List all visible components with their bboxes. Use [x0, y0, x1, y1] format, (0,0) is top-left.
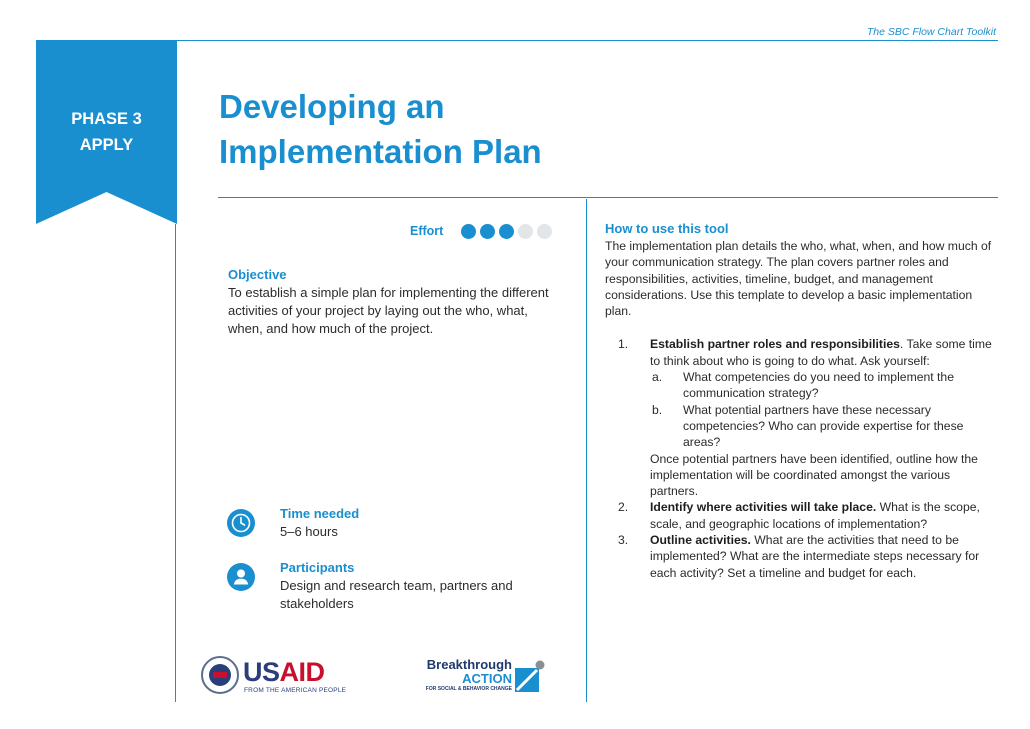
objective-heading: Objective: [228, 267, 287, 282]
step-item: [605, 532, 997, 581]
how-to-section: [605, 220, 997, 581]
breakthrough-action-logo: [422, 658, 512, 693]
time-needed-heading: Time needed: [280, 506, 360, 521]
usaid-seal-icon: [201, 656, 239, 694]
sub-text: What potential partners have these necessary competencies? Who can provide expertise for these areas?: [683, 402, 964, 450]
step-number: 1.: [618, 337, 629, 352]
banner-label: [36, 106, 177, 158]
step-bold: Establish partner roles and responsibilities: [650, 337, 900, 352]
ba-line1: Breakthrough: [426, 657, 512, 672]
objective-section: [228, 266, 558, 338]
phase-banner: [36, 40, 177, 224]
step-number: 2.: [618, 500, 629, 515]
step-bold: Identify where activities will take place.: [650, 500, 877, 515]
effort-dot: [518, 224, 533, 239]
clock-icon: [227, 509, 255, 537]
usaid-logo-aid: AID: [279, 657, 325, 687]
effort-label: Effort: [410, 224, 444, 238]
sub-letter: a.: [652, 370, 663, 385]
step-number: 3.: [618, 533, 629, 548]
participants-section: [227, 559, 540, 613]
time-needed-section: [227, 505, 540, 541]
effort-dot: [480, 224, 495, 239]
page-title: Developing an Implementation Plan: [219, 88, 542, 170]
left-divider: [175, 224, 176, 702]
column-divider: [586, 199, 587, 702]
usaid-logo-us: US: [243, 657, 280, 687]
step-item: [605, 499, 997, 532]
how-to-intro: The implementation plan details the who, what, when, and how much of your communication strategy. The plan covers partner roles and responsibilities, activities, timeline, budget, and management considerations. Use this template to develop a basic implementation plan.: [605, 239, 992, 319]
sub-item: [650, 402, 997, 451]
sub-text: What competencies do you need to implement the communication strategy?: [683, 370, 954, 401]
participants-heading: Participants: [280, 560, 355, 575]
ba-line2: ACTION: [462, 671, 512, 686]
step-followup: Once potential partners have been identified, outline how the implementation will be coordinated amongst the various partners.: [650, 451, 978, 499]
toolkit-name: The SBC Flow Chart Toolkit: [866, 26, 996, 38]
step-text: . Take some time to think about who is going to do what. Ask yourself:: [650, 337, 992, 368]
person-icon: [227, 563, 255, 591]
time-needed-value: 5–6 hours: [280, 524, 338, 539]
effort-dot: [461, 224, 476, 239]
effort-dot: [537, 224, 552, 239]
usaid-tagline: FROM THE AMERICAN PEOPLE: [244, 687, 347, 694]
ba-line3: FOR SOCIAL & BEHAVIOR CHANGE: [425, 686, 512, 692]
breakthrough-mark-icon: [515, 660, 545, 692]
steps-list: [605, 336, 997, 580]
usaid-logo: [243, 657, 325, 687]
participants-value: Design and research team, partners and stakeholders: [280, 578, 513, 611]
sub-letter: b.: [652, 402, 663, 417]
partner-logos: [201, 656, 561, 698]
banner-phase: PHASE 3: [71, 110, 142, 128]
step-text: What are the activities that need to be implemented? What are the intermediate steps necessary for each activity? Set a timeline and budget for each.: [650, 533, 980, 580]
banner-stage: APPLY: [79, 136, 134, 154]
top-rule: [176, 40, 998, 41]
title-divider: [218, 197, 998, 198]
step-item: [605, 336, 997, 499]
how-to-heading: How to use this tool: [605, 221, 729, 236]
effort-rating: [410, 221, 556, 241]
sub-item: [650, 369, 997, 402]
objective-text: To establish a simple plan for implementing the different activities of your project by laying out the who, what, when, and how much of the project.: [228, 285, 549, 336]
effort-dot: [499, 224, 514, 239]
step-text: What is the scope, scale, and geographic locations of implementation?: [650, 500, 980, 531]
step-bold: Outline activities.: [650, 533, 751, 548]
